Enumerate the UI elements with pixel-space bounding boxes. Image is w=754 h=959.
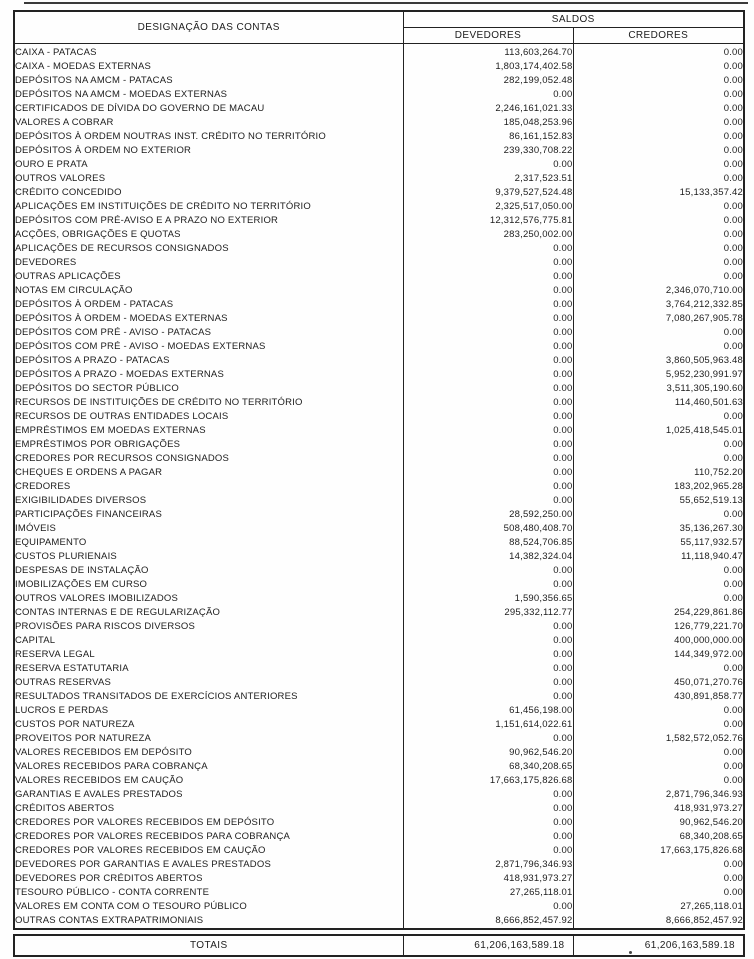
devedores-value-cell: 0.00	[403, 354, 573, 368]
credores-value-cell: 55,117,932.57	[573, 536, 744, 550]
table-row	[14, 662, 744, 676]
account-name-cell: APLICAÇÕES EM INSTITUIÇÕES DE CRÉDITO NO TERRITÓRIO	[14, 200, 403, 214]
credores-value-cell: 0.00	[573, 858, 744, 872]
table-row	[14, 816, 744, 830]
account-name-cell: DEPÓSITOS À ORDEM - MOEDAS EXTERNAS	[14, 312, 403, 326]
devedores-value-cell: 0.00	[403, 242, 573, 256]
devedores-value-cell: 0.00	[403, 648, 573, 662]
credores-value-cell: 1,025,418,545.01	[573, 424, 744, 438]
table-row	[14, 606, 744, 620]
table-row	[14, 340, 744, 354]
devedores-value-cell: 283,250,002.00	[403, 228, 573, 242]
account-name-cell: DEVEDORES POR CRÉDITOS ABERTOS	[14, 872, 403, 886]
credores-value-cell: 0.00	[573, 886, 744, 900]
credores-value-cell: 0.00	[573, 74, 744, 88]
devedores-value-cell: 113,603,264.70	[403, 44, 573, 61]
account-name-cell: DEPÓSITOS NA AMCM - MOEDAS EXTERNAS	[14, 88, 403, 102]
account-name-cell: CHEQUES E ORDENS A PAGAR	[14, 466, 403, 480]
credores-value-cell: 0.00	[573, 144, 744, 158]
account-name-cell: DEPÓSITOS COM PRÉ - AVISO - MOEDAS EXTERNAS	[14, 340, 403, 354]
credores-value-cell: 0.00	[573, 760, 744, 774]
devedores-value-cell: 68,340,208.65	[403, 760, 573, 774]
credores-value-cell: 0.00	[573, 438, 744, 452]
credores-value-cell: 0.00	[573, 340, 744, 354]
account-name-cell: OUTROS VALORES IMOBILIZADOS	[14, 592, 403, 606]
credores-value-cell: 11,118,940.47	[573, 550, 744, 564]
credores-value-cell: 0.00	[573, 102, 744, 116]
credores-value-cell: 0.00	[573, 228, 744, 242]
devedores-value-cell: 0.00	[403, 298, 573, 312]
account-name-cell: CREDORES POR VALORES RECEBIDOS EM DEPÓSITO	[14, 816, 403, 830]
devedores-value-cell: 88,524,706.85	[403, 536, 573, 550]
credores-value-cell: 0.00	[573, 44, 744, 61]
table-row	[14, 354, 744, 368]
accounts-body	[14, 44, 744, 930]
account-name-cell: PROVISÕES PARA RISCOS DIVERSOS	[14, 620, 403, 634]
devedores-value-cell: 0.00	[403, 690, 573, 704]
account-name-cell: OUTROS VALORES	[14, 172, 403, 186]
credores-value-cell: 430,891,858.77	[573, 690, 744, 704]
table-row	[14, 914, 744, 929]
credores-value-cell: 418,931,973.27	[573, 802, 744, 816]
devedores-value-cell: 0.00	[403, 382, 573, 396]
scan-artifact-line	[24, 2, 748, 4]
account-name-cell: OUTRAS RESERVAS	[14, 676, 403, 690]
devedores-value-cell: 90,962,546.20	[403, 746, 573, 760]
account-name-cell: CREDORES	[14, 480, 403, 494]
table-row	[14, 44, 744, 61]
devedores-value-cell: 239,330,708.22	[403, 144, 573, 158]
account-name-cell: OUTRAS CONTAS EXTRAPATRIMONIAIS	[14, 914, 403, 929]
credores-value-cell: 0.00	[573, 130, 744, 144]
table-row	[14, 858, 744, 872]
table-row	[14, 144, 744, 158]
header-credores: CREDORES	[573, 28, 744, 44]
table-row	[14, 592, 744, 606]
account-name-cell: OUTRAS APLICAÇÕES	[14, 270, 403, 284]
account-name-cell: RECURSOS DE OUTRAS ENTIDADES LOCAIS	[14, 410, 403, 424]
devedores-value-cell: 0.00	[403, 340, 573, 354]
devedores-value-cell: 2,246,161,021.33	[403, 102, 573, 116]
table-row	[14, 242, 744, 256]
account-name-cell: PARTICIPAÇÕES FINANCEIRAS	[14, 508, 403, 522]
account-name-cell: CRÉDITO CONCEDIDO	[14, 186, 403, 200]
account-name-cell: RESERVA LEGAL	[14, 648, 403, 662]
devedores-value-cell: 282,199,052.48	[403, 74, 573, 88]
account-name-cell: EQUIPAMENTO	[14, 536, 403, 550]
table-row	[14, 466, 744, 480]
table-row	[14, 228, 744, 242]
totals-credores-value: 61,206,163,589.18	[644, 940, 735, 951]
table-row	[14, 788, 744, 802]
table-row	[14, 774, 744, 788]
credores-value-cell: 0.00	[573, 452, 744, 466]
account-name-cell: DEPÓSITOS COM PRÉ-AVISO E A PRAZO NO EXTERIOR	[14, 214, 403, 228]
account-name-cell: DEPÓSITOS À ORDEM NO EXTERIOR	[14, 144, 403, 158]
account-name-cell: EMPRÉSTIMOS EM MOEDAS EXTERNAS	[14, 424, 403, 438]
credores-value-cell: 27,265,118.01	[573, 900, 744, 914]
table-row	[14, 382, 744, 396]
devedores-value-cell: 0.00	[403, 368, 573, 382]
table-row	[14, 284, 744, 298]
devedores-value-cell: 0.00	[403, 284, 573, 298]
devedores-value-cell: 0.00	[403, 816, 573, 830]
account-name-cell: RESERVA ESTATUTARIA	[14, 662, 403, 676]
account-name-cell: VALORES A COBRAR	[14, 116, 403, 130]
credores-value-cell: 1,582,572,052.76	[573, 732, 744, 746]
devedores-value-cell: 27,265,118.01	[403, 886, 573, 900]
credores-value-cell: 55,652,519.13	[573, 494, 744, 508]
table-row	[14, 410, 744, 424]
devedores-value-cell: 0.00	[403, 676, 573, 690]
account-name-cell: DEPÓSITOS A PRAZO - PATACAS	[14, 354, 403, 368]
account-name-cell: EMPRÉSTIMOS POR OBRIGAÇÕES	[14, 438, 403, 452]
account-name-cell: CAIXA - MOEDAS EXTERNAS	[14, 60, 403, 74]
credores-value-cell: 5,952,230,991.97	[573, 368, 744, 382]
account-name-cell: VALORES EM CONTA COM O TESOURO PÚBLICO	[14, 900, 403, 914]
devedores-value-cell: 0.00	[403, 900, 573, 914]
table-row	[14, 718, 744, 732]
devedores-value-cell: 1,803,174,402.58	[403, 60, 573, 74]
credores-value-cell: 0.00	[573, 200, 744, 214]
table-row	[14, 312, 744, 326]
account-name-cell: DESPESAS DE INSTALAÇÃO	[14, 564, 403, 578]
credores-value-cell: 110,752.20	[573, 466, 744, 480]
account-name-cell: ACÇÕES, OBRIGAÇÕES E QUOTAS	[14, 228, 403, 242]
credores-value-cell: 114,460,501.63	[573, 396, 744, 410]
table-row	[14, 872, 744, 886]
devedores-value-cell: 1,151,614,022.61	[403, 718, 573, 732]
devedores-value-cell: 0.00	[403, 620, 573, 634]
account-name-cell: OURO E PRATA	[14, 158, 403, 172]
devedores-value-cell: 508,480,408.70	[403, 522, 573, 536]
credores-value-cell: 0.00	[573, 578, 744, 592]
table-row	[14, 270, 744, 284]
table-row	[14, 130, 744, 144]
account-name-cell: CAIXA - PATACAS	[14, 44, 403, 61]
credores-value-cell: 126,779,221.70	[573, 620, 744, 634]
devedores-value-cell: 0.00	[403, 88, 573, 102]
devedores-value-cell: 0.00	[403, 564, 573, 578]
devedores-value-cell: 0.00	[403, 312, 573, 326]
table-row	[14, 368, 744, 382]
table-row	[14, 830, 744, 844]
account-name-cell: CRÉDITOS ABERTOS	[14, 802, 403, 816]
devedores-value-cell: 9,379,527,524.48	[403, 186, 573, 200]
header-devedores: DEVEDORES	[403, 28, 573, 44]
devedores-value-cell: 0.00	[403, 270, 573, 284]
credores-value-cell: 0.00	[573, 872, 744, 886]
account-name-cell: NOTAS EM CIRCULAÇÃO	[14, 284, 403, 298]
devedores-value-cell: 0.00	[403, 410, 573, 424]
table-row	[14, 116, 744, 130]
credores-value-cell: 254,229,861.86	[573, 606, 744, 620]
devedores-value-cell: 295,332,112.77	[403, 606, 573, 620]
credores-value-cell: 0.00	[573, 326, 744, 340]
table-row	[14, 88, 744, 102]
credores-value-cell: 0.00	[573, 662, 744, 676]
table-row	[14, 494, 744, 508]
account-name-cell: APLICAÇÕES DE RECURSOS CONSIGNADOS	[14, 242, 403, 256]
table-row	[14, 200, 744, 214]
devedores-value-cell: 0.00	[403, 480, 573, 494]
devedores-value-cell: 8,666,852,457.92	[403, 914, 573, 929]
table-row	[14, 676, 744, 690]
account-name-cell: VALORES RECEBIDOS EM DEPÓSITO	[14, 746, 403, 760]
credores-value-cell: 3,764,212,332.85	[573, 298, 744, 312]
table-row	[14, 522, 744, 536]
table-row	[14, 326, 744, 340]
devedores-value-cell: 28,592,250.00	[403, 508, 573, 522]
credores-value-cell: 0.00	[573, 256, 744, 270]
credores-value-cell: 68,340,208.65	[573, 830, 744, 844]
table-row	[14, 438, 744, 452]
devedores-value-cell: 0.00	[403, 396, 573, 410]
credores-value-cell: 0.00	[573, 116, 744, 130]
table-row	[14, 564, 744, 578]
devedores-value-cell: 0.00	[403, 438, 573, 452]
credores-value-cell: 35,136,267.30	[573, 522, 744, 536]
account-name-cell: PROVEITOS POR NATUREZA	[14, 732, 403, 746]
account-name-cell: RECURSOS DE INSTITUIÇÕES DE CRÉDITO NO TERRITÓRIO	[14, 396, 403, 410]
header-saldos: SALDOS	[403, 11, 744, 28]
credores-value-cell: 0.00	[573, 60, 744, 74]
devedores-value-cell: 12,312,576,775.81	[403, 214, 573, 228]
devedores-value-cell: 0.00	[403, 662, 573, 676]
credores-value-cell: 17,663,175,826.68	[573, 844, 744, 858]
devedores-value-cell: 0.00	[403, 452, 573, 466]
devedores-value-cell: 2,325,517,050.00	[403, 200, 573, 214]
scan-artifact-dot	[629, 951, 632, 954]
devedores-value-cell: 0.00	[403, 326, 573, 340]
credores-value-cell: 2,346,070,710.00	[573, 284, 744, 298]
totals-row	[14, 935, 744, 956]
table-row	[14, 732, 744, 746]
table-row	[14, 214, 744, 228]
credores-value-cell: 3,511,305,190.60	[573, 382, 744, 396]
table-row	[14, 256, 744, 270]
credores-value-cell: 0.00	[573, 592, 744, 606]
accounts-table	[13, 10, 745, 930]
account-name-cell: DEVEDORES POR GARANTIAS E AVALES PRESTADOS	[14, 858, 403, 872]
account-name-cell: RESULTADOS TRANSITADOS DE EXERCÍCIOS ANTERIORES	[14, 690, 403, 704]
account-name-cell: CREDORES POR VALORES RECEBIDOS EM CAUÇÃO	[14, 844, 403, 858]
credores-value-cell: 400,000,000.00	[573, 634, 744, 648]
account-name-cell: EXIGIBILIDADES DIVERSOS	[14, 494, 403, 508]
account-name-cell: TESOURO PÚBLICO - CONTA CORRENTE	[14, 886, 403, 900]
account-name-cell: DEPÓSITOS À ORDEM NOUTRAS INST. CRÉDITO NO TERRITÓRIO	[14, 130, 403, 144]
devedores-value-cell: 14,382,324.04	[403, 550, 573, 564]
account-name-cell: IMÓVEIS	[14, 522, 403, 536]
credores-value-cell: 0.00	[573, 508, 744, 522]
credores-value-cell: 0.00	[573, 718, 744, 732]
credores-value-cell: 0.00	[573, 774, 744, 788]
credores-value-cell: 2,871,796,346.93	[573, 788, 744, 802]
credores-value-cell: 90,962,546.20	[573, 816, 744, 830]
devedores-value-cell: 2,871,796,346.93	[403, 858, 573, 872]
devedores-value-cell: 0.00	[403, 634, 573, 648]
credores-value-cell: 144,349,972.00	[573, 648, 744, 662]
devedores-value-cell: 86,161,152.83	[403, 130, 573, 144]
table-row	[14, 886, 744, 900]
devedores-value-cell: 0.00	[403, 424, 573, 438]
table-row	[14, 900, 744, 914]
table-row	[14, 480, 744, 494]
devedores-value-cell: 418,931,973.27	[403, 872, 573, 886]
table-row	[14, 760, 744, 774]
table-row	[14, 550, 744, 564]
totals-label: TOTAIS	[14, 935, 403, 956]
credores-value-cell: 7,080,267,905.78	[573, 312, 744, 326]
account-name-cell: DEPÓSITOS A PRAZO - MOEDAS EXTERNAS	[14, 368, 403, 382]
credores-value-cell: 0.00	[573, 158, 744, 172]
credores-value-cell: 0.00	[573, 172, 744, 186]
accounts-table-wrap	[13, 10, 744, 957]
account-name-cell: CREDORES POR VALORES RECEBIDOS PARA COBRANÇA	[14, 830, 403, 844]
devedores-value-cell: 0.00	[403, 732, 573, 746]
devedores-value-cell: 0.00	[403, 844, 573, 858]
account-name-cell: DEPÓSITOS COM PRÉ - AVISO - PATACAS	[14, 326, 403, 340]
credores-value-cell: 450,071,270.76	[573, 676, 744, 690]
credores-value-cell: 0.00	[573, 88, 744, 102]
table-row	[14, 186, 744, 200]
table-row	[14, 396, 744, 410]
account-name-cell: DEPÓSITOS NA AMCM - PATACAS	[14, 74, 403, 88]
devedores-value-cell: 0.00	[403, 158, 573, 172]
account-name-cell: CERTIFICADOS DE DÍVIDA DO GOVERNO DE MACAU	[14, 102, 403, 116]
account-name-cell: DEVEDORES	[14, 256, 403, 270]
table-row	[14, 158, 744, 172]
credores-value-cell: 3,860,505,963.48	[573, 354, 744, 368]
credores-value-cell: 15,133,357.42	[573, 186, 744, 200]
devedores-value-cell: 17,663,175,826.68	[403, 774, 573, 788]
devedores-value-cell: 0.00	[403, 578, 573, 592]
devedores-value-cell: 0.00	[403, 494, 573, 508]
account-name-cell: CUSTOS PLURIENAIS	[14, 550, 403, 564]
account-name-cell: CONTAS INTERNAS E DE REGULARIZAÇÃO	[14, 606, 403, 620]
account-name-cell: VALORES RECEBIDOS PARA COBRANÇA	[14, 760, 403, 774]
table-row	[14, 508, 744, 522]
credores-value-cell: 0.00	[573, 410, 744, 424]
table-row	[14, 452, 744, 466]
devedores-value-cell: 0.00	[403, 466, 573, 480]
table-row	[14, 746, 744, 760]
account-name-cell: CUSTOS POR NATUREZA	[14, 718, 403, 732]
account-name-cell: DEPÓSITOS À ORDEM - PATACAS	[14, 298, 403, 312]
account-name-cell: VALORES RECEBIDOS EM CAUÇÃO	[14, 774, 403, 788]
credores-value-cell: 0.00	[573, 704, 744, 718]
credores-value-cell: 183,202,965.28	[573, 480, 744, 494]
table-row	[14, 704, 744, 718]
credores-value-cell: 0.00	[573, 564, 744, 578]
account-name-cell: IMOBILIZAÇÕES EM CURSO	[14, 578, 403, 592]
table-header	[14, 11, 744, 44]
table-row	[14, 298, 744, 312]
credores-value-cell: 0.00	[573, 214, 744, 228]
table-row	[14, 74, 744, 88]
table-row	[14, 690, 744, 704]
table-row	[14, 648, 744, 662]
table-row	[14, 102, 744, 116]
totals-devedores-value: 61,206,163,589.18	[403, 935, 573, 956]
devedores-value-cell: 0.00	[403, 830, 573, 844]
account-name-cell: LUCROS E PERDAS	[14, 704, 403, 718]
account-name-cell: CAPITAL	[14, 634, 403, 648]
table-row	[14, 802, 744, 816]
credores-value-cell: 0.00	[573, 746, 744, 760]
table-row	[14, 424, 744, 438]
credores-value-cell: 8,666,852,457.92	[573, 914, 744, 929]
devedores-value-cell: 0.00	[403, 256, 573, 270]
table-row	[14, 844, 744, 858]
devedores-value-cell: 0.00	[403, 802, 573, 816]
account-name-cell: DEPÓSITOS DO SECTOR PÚBLICO	[14, 382, 403, 396]
credores-value-cell: 0.00	[573, 270, 744, 284]
account-name-cell: CREDORES POR RECURSOS CONSIGNADOS	[14, 452, 403, 466]
totals-table	[13, 934, 745, 957]
table-row	[14, 578, 744, 592]
credores-value-cell: 0.00	[573, 242, 744, 256]
devedores-value-cell: 2,317,523.51	[403, 172, 573, 186]
table-row	[14, 60, 744, 74]
table-row	[14, 536, 744, 550]
table-row	[14, 172, 744, 186]
table-row	[14, 620, 744, 634]
account-name-cell: GARANTIAS E AVALES PRESTADOS	[14, 788, 403, 802]
devedores-value-cell: 1,590,356.65	[403, 592, 573, 606]
devedores-value-cell: 185,048,253.96	[403, 116, 573, 130]
header-designacao-das-contas: DESIGNAÇÃO DAS CONTAS	[14, 11, 403, 44]
table-row	[14, 634, 744, 648]
devedores-value-cell: 61,456,198.00	[403, 704, 573, 718]
devedores-value-cell: 0.00	[403, 788, 573, 802]
